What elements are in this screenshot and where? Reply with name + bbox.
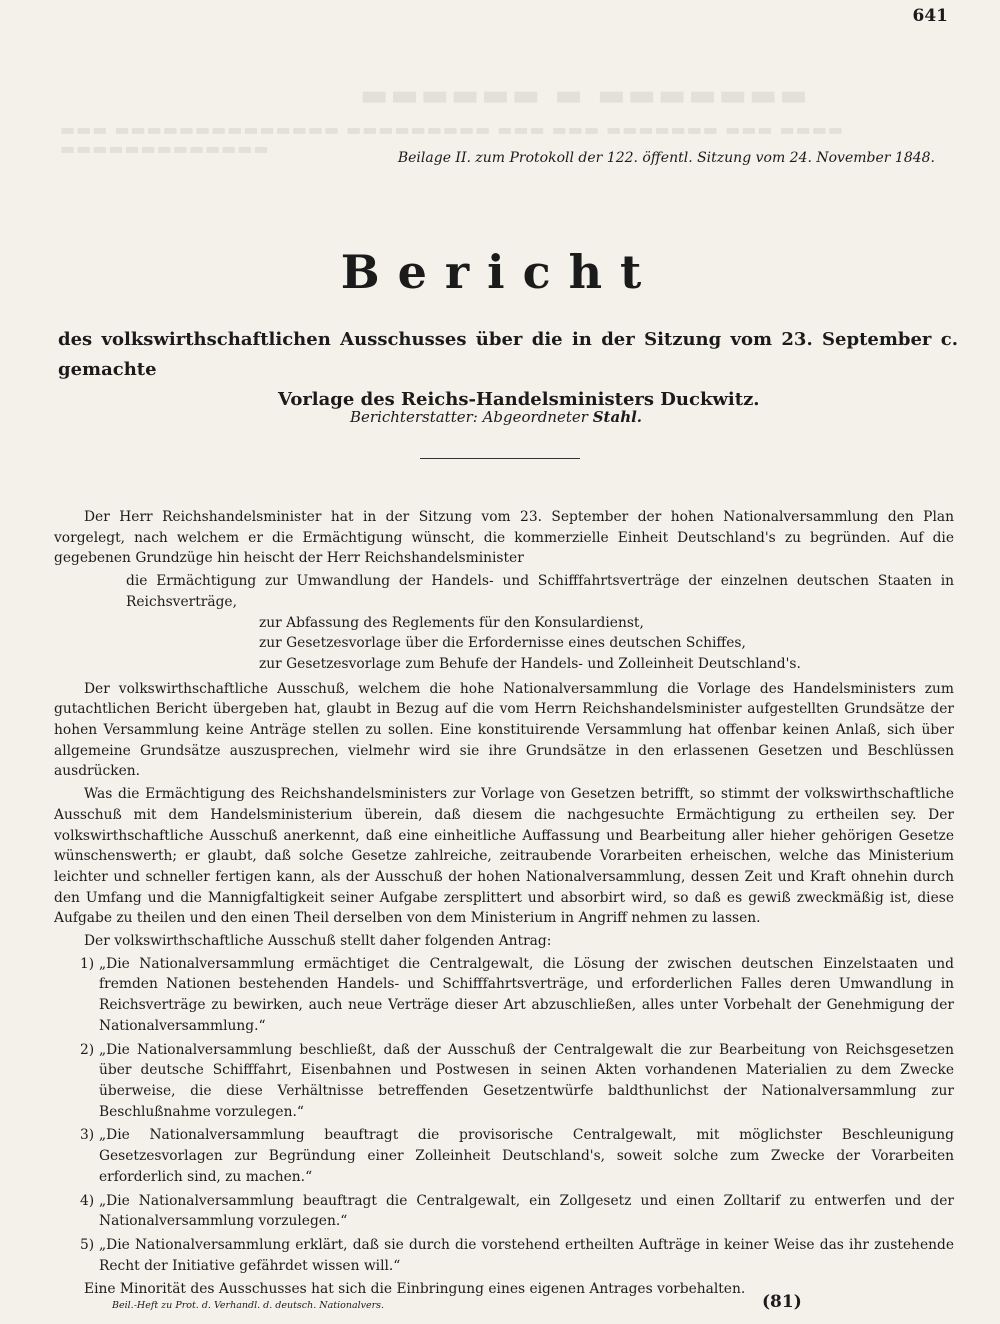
list-item: zur Abfassung des Reglements für den Konsulardienst, <box>259 614 644 631</box>
motion-item <box>54 954 954 1037</box>
list-item: zur Gesetzesvorlage zum Behufe der Handels- und Zolleinheit Deutschland's. <box>259 655 801 672</box>
motion-item <box>54 1235 954 1276</box>
report-title: Bericht <box>340 245 660 299</box>
section-divider <box>420 458 580 459</box>
motion-text: „Die Nationalversammlung beauftragt die Centralgewalt, ein Zollgesetz und einen Zolltarif zu entwerfen und der Nationalversammlung vorzulegen.“ <box>99 1192 954 1230</box>
motion-item <box>54 1040 954 1123</box>
report-subtitle <box>58 325 958 415</box>
paragraph-2: Der volkswirthschaftliche Ausschuß, welchem die hohe Nationalversammlung die Vorlage des Handelsministers zum gutachtlichen Bericht übergeben hat, glaubt in Bezug auf die vom Herrn Reichshandelsminister aufgestellten Grundsätze der hohen Versammlung keine Anträge stellen zu sollen. Eine konstituirende Versammlung hat offenbar keinen Anlaß, sich über allgemeine Grundsätze auszusprechen, vielmehr wird sie ihre Grundsätze in den erlassenen Gesetzen und Beschlüssen ausdrücken. <box>54 680 954 780</box>
motion-text: „Die Nationalversammlung ermächtiget die Centralgewalt, die Lösung der zwischen deutschen Einzelstaaten und fremden Nationen bestehenden Handels- und Schifffahrtsverträge, und erforderlichen Falles deren Umwandlung in Reichsverträge zu bewirken, auch neue Verträge dieser Art abzuschließen, alles unter Vorbehalt der Genehmigung der Nationalversammlung.“ <box>99 955 954 1034</box>
motion-text: „Die Nationalversammlung erklärt, daß sie durch die vorstehend ertheilten Aufträge in keiner Weise das ihr zustehende Recht der Initiative gefährdet wissen will.“ <box>99 1236 954 1274</box>
authorization-list <box>54 571 954 675</box>
motion-text: „Die Nationalversammlung beauftragt die provisorische Centralgewalt, mit möglichster Beschleunigung Gesetzesvorlagen zur Begründung einer Zolleinheit Deutschland's, soweit solche zum Zwecke der Vorarbeiten erforderlich sind, zu machen.“ <box>99 1127 954 1185</box>
closing-paragraph: Eine Minorität des Ausschusses hat sich die Einbringung eines eigenen Antrages vorbehalten. <box>84 1281 746 1298</box>
reporter-name: Stahl. <box>592 408 643 426</box>
motion-number: 2) <box>80 1041 95 1058</box>
list-item: zur Gesetzesvorlage über die Erfordernisse eines deutschen Schiffes, <box>259 635 746 652</box>
reporter-line <box>350 408 642 426</box>
paragraph-3: Was die Ermächtigung des Reichshandelsministers zur Vorlage von Gesetzen betrifft, so stimmt der volkswirthschaftliche Ausschuß mit dem Handelsministerium überein, daß diesem die nachgesuchte Ermächtigung zu ertheilen sey. Der volkswirthschaftliche Ausschuß anerkennt, daß eine einheitliche Auffassung und Bearbeitung aller hieher gehörigen Gesetze wünschenswerth; er glaubt, daß solche Gesetze zahlreiche, zeitraubende Vorarbeiten erheischen, welche das Ministerium leichter und schneller fertigen kann, als der Ausschuß der hohen Nationalversammlung, dessen Zeit und Kraft ohnehin durch den Umfang und die Mannigfaltigkeit seiner Aufgabe zersplittert und absorbirt wird, so daß es gewiß zweckmäßig ist, diese Aufgabe zu theilen und den einen Theil derselben von dem Ministerium in Angriff nehmen zu lassen. <box>54 786 954 927</box>
ghost-line-shape: ▬▬▬ ▬▬▬▬▬▬▬▬▬▬▬▬▬▬ ▬▬▬▬▬▬▬▬▬ ▬▬▬ ▬▬▬ ▬▬▬▬▬▬▬ ▬▬▬ ▬▬▬▬ ▬▬▬▬▬▬▬▬▬▬▬▬▬ <box>60 120 844 158</box>
motion-number: 3) <box>80 1127 95 1144</box>
motion-number: 5) <box>80 1236 95 1253</box>
ghost-heading-shape: ▬▬▬▬▬▬ ▬ ▬▬▬▬▬▬▬ <box>360 78 810 113</box>
motion-number: 4) <box>80 1192 95 1209</box>
signature-mark: (81) <box>762 1292 802 1312</box>
reporter-label: Berichterstatter: Abgeordneter <box>350 408 588 426</box>
motion-item <box>54 1191 954 1232</box>
page-number: 641 <box>912 6 948 26</box>
protocol-header: Beilage II. zum Protokoll der 122. öffentl. Sitzung vom 24. November 1848. <box>397 150 935 166</box>
motion-number: 1) <box>80 955 95 972</box>
subtitle-line-2: Vorlage des Reichs-Handelsministers Duckwitz. <box>278 389 760 410</box>
motion-text: „Die Nationalversammlung beschließt, daß der Ausschuß der Centralgewalt die zur Bearbeitung von Reichsgesetzen über deutsche Schifffahrt, Eisenbahnen und Postwesen in seinen Akten vorhandenen Materialien zu dem Zwecke überweise, die diese Verhältnisse betreffenden Gesetzentwürfe baldthunlichst der Nationalversammlung zur Beschlußnahme vorzulegen.“ <box>99 1041 954 1120</box>
motion-item <box>54 1125 954 1187</box>
report-body <box>54 507 954 1302</box>
footer-reference: Beil.-Heft zu Prot. d. Verhandl. d. deutsch. Nationalvers. <box>112 1300 385 1311</box>
subtitle-line-1: des volkswirthschaftlichen Ausschusses über die in der Sitzung vom 23. September c. gemachte <box>58 329 958 380</box>
intro-paragraph: Der Herr Reichshandelsminister hat in der Sitzung vom 23. September der hohen Nationalversammlung den Plan vorgelegt, nach welchem er die Ermächtigung wünscht, die kommerzielle Einheit Deutschland's zu begründen. Auf die gegebenen Grundzüge hin heischt der Herr Reichshandelsminister <box>54 509 954 567</box>
list-item: die Ermächtigung zur Umwandlung der Handels- und Schifffahrtsverträge der einzelnen deutschen Staaten in Reichsverträge, <box>126 573 954 610</box>
paragraph-4: Der volkswirthschaftliche Ausschuß stellt daher folgenden Antrag: <box>84 933 552 950</box>
